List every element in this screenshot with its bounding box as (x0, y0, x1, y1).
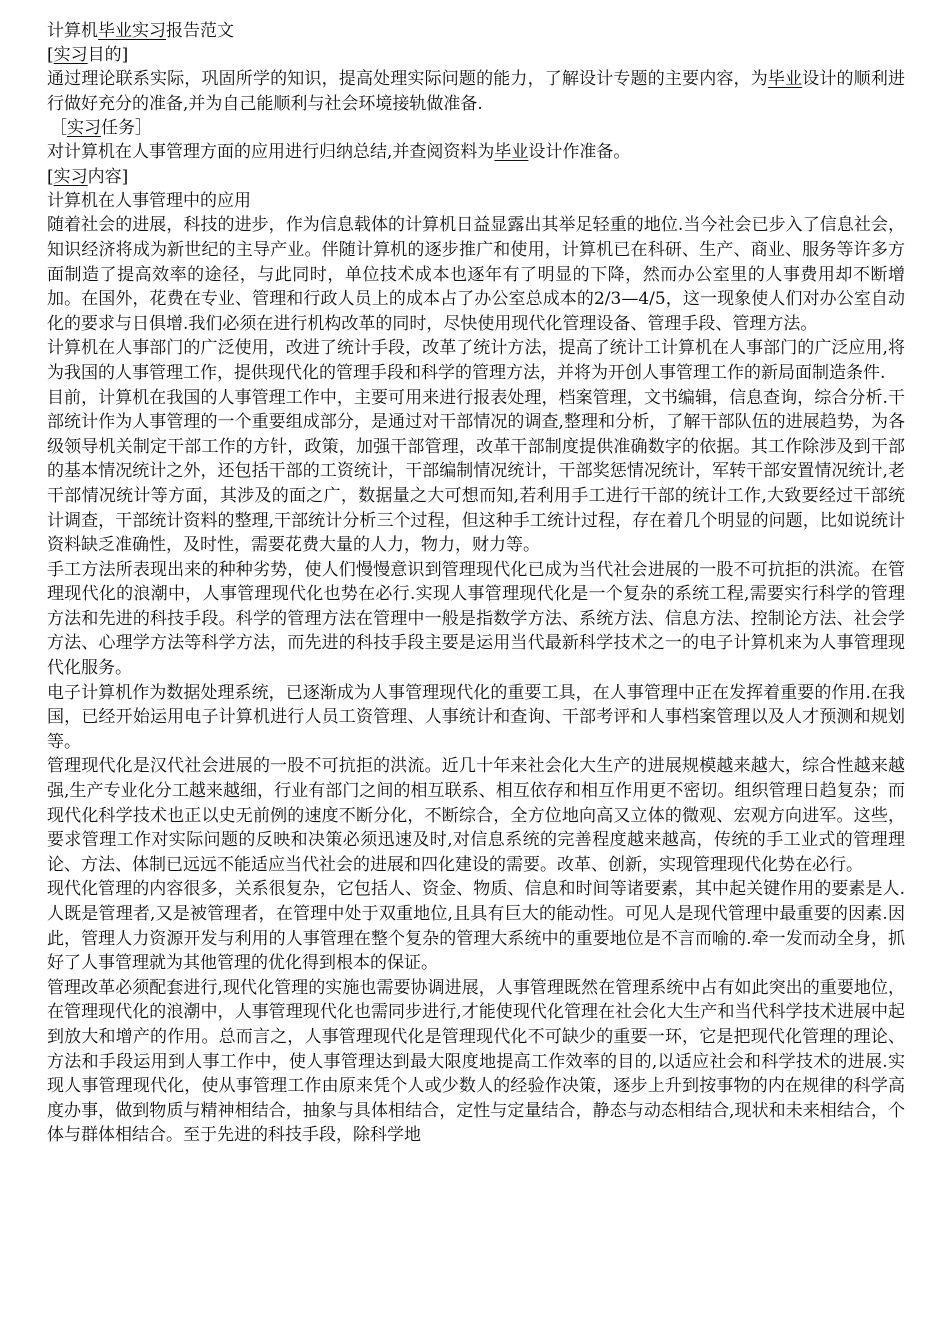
bracket-open: [ (47, 45, 54, 65)
paragraph-text: 设计的顺利进行做好充分的准备,并为自己能顺利与社会环境接轨做准备. (47, 69, 906, 114)
paragraph-3: 目前，计算机在我国的人事管理工作中，主要可用来进行报表处理，档案管理，文书编辑，信息查询，综合分析.干部统计作为人事管理的一个重要组成部分，是通过对干部情况的调查,整理和分析，了解干部队伍的进展趋势，为各级领导机关制定干部工作的方针，政策，加强干部管理，改革干部制度提供准确数字的依据。其工作除涉及到干部的基本情况统计之外，还包括干部的工资统计，干部编制情况统计，干部奖惩情况统计，军转干部安置情况统计,老干部情况统计等方面，其涉及的面之广，数据量之大可想而知,若利用手工进行干部的统计工作,大致要经过干部统计调查，干部统计资料的整理,干部统计分析三个过程，但这种手工统计过程，存在着几个明显的问题，比如说统计资料缺乏准确性，及时性，需要花费大量的人力，物力，财力等。 (47, 387, 905, 556)
paragraph-task (47, 140, 905, 165)
bracket-open: ［ (50, 118, 67, 139)
heading-rest: 任务］ (101, 118, 152, 139)
link-graduation[interactable]: 毕业 (494, 142, 529, 163)
title-link-graduation-internship[interactable]: 毕业实习 (98, 21, 166, 41)
paragraph-7: 现代化管理的内容很多，关系很复杂，它包括人、资金、物质、信息和时间等诸要素，其中起关键作用的要素是人.人既是管理者,又是被管理者，在管理中处于双重地位,且具有巨大的能动性。可见人是现代管理中最重要的因素.因此，管理人力资源开发与利用的人事管理在整个复杂的管理大系统中的重要地位是不言而喻的.牵一发而动全身，抓好了人事管理就为其他管理的优化得到根本的保证。 (47, 879, 905, 974)
heading-link-internship[interactable]: 实习 (53, 45, 88, 65)
document-page (47, 20, 905, 1148)
paragraph-text: 通过理论联系实际，巩固所学的知识，提高处理实际问题的能力，了解设计专题的主要内容，为 (47, 69, 768, 89)
heading-link-internship[interactable]: 实习 (53, 166, 88, 187)
heading-rest: 内容] (87, 166, 129, 187)
paragraph-1: 随着社会的进展，科技的进步，作为信息载体的计算机日益显露出其举足轻重的地位.当今社会已步入了信息社会，知识经济将成为新世纪的主导产业。伴随计算机的逐步推广和使用，计算机已在科研、生产、商业、服务等许多方面制造了提高效率的途径，与此同时，单位技术成本也逐年有了明显的下降，然而办公室里的人事费用却不断增加。在国外，花费在专业、管理和行政人员上的成本占了办公室总成本的2/3—4/5，这一现象使人们对办公室自动化的要求与日俱增.我们必须在进行机构改革的同时，尽快使用现代化管理设备、管理手段、管理方法。 (47, 215, 905, 334)
paragraph-text: 对计算机在人事管理方面的应用进行归纳总结,并查阅资料为 (47, 142, 495, 163)
heading-link-internship[interactable]: 实习 (67, 118, 101, 139)
paragraph-purpose (47, 67, 905, 116)
section-heading-content (47, 165, 905, 189)
paragraph-5: 电子计算机作为数据处理系统，已逐渐成为人事管理现代化的重要工具，在人事管理中正在发挥着重要的作用.在我国，已经开始运用电子计算机进行人员工资管理、人事统计和查询、干部考评和人事档案管理以及人才预测和规划等。 (47, 682, 905, 752)
title-suffix: 报告范文 (166, 21, 234, 41)
section-heading-task (47, 116, 905, 140)
content-subheading: 计算机在人事管理中的应用 (47, 190, 251, 211)
section-heading-purpose (47, 43, 905, 67)
paragraph-4: 手工方法所表现出来的种种劣势，使人们慢慢意识到管理现代化已成为当代社会进展的一股不可抗拒的洪流。在管理现代化的浪潮中，人事管理现代化也势在必行.实现人事管理现代化是一个复杂的系统工程,需要实行科学的管理方法和先进的科技手段。科学的管理方法在管理中一般是指数学方法、系统方法、信息方法、控制论方法、社会学方法、心理学方法等科学方法，而先进的科技手段主要是运用当代最新科学技术之一的电子计算机来为人事管理现代化服务。 (47, 559, 905, 679)
bracket-open: [ (47, 166, 54, 187)
title-prefix: 计算机 (47, 21, 98, 41)
paragraph-2: 计算机在人事部门的广泛使用，改进了统计手段，改革了统计方法，提高了统计工计算机在人事部门的广泛应用,将为我国的人事管理工作，提供现代化的管理手段和科学的管理方法，并将为开创人事管理工作的新局面制造条件. (47, 338, 905, 383)
paragraph-6: 管理现代化是汉代社会进展的一股不可抗拒的洪流。近几十年来社会化大生产的进展规模越来越大，综合性越来越强,生产专业化分工越来越细，行业有部门之间的相互联系、相互依存和相互作用更不密切。组织管理日趋复杂；而现代化科学技术也正以史无前例的速度不断分化，不断综合，全方位地向高又立体的微观、宏观方向进军。这些，要求管理工作对实际问题的反映和决策必须迅速及时,对信息系统的完善程度越来越高，传统的手工业式的管理理论、方法、体制已远远不能适应当代社会的进展和四化建设的需要。改革、创新，实现管理现代化势在必行。 (47, 756, 905, 875)
heading-rest: 目的] (87, 45, 129, 65)
paragraph-8: 管理改革必须配套进行,现代化管理的实施也需要协调进展，人事管理既然在管理系统中占有如此突出的重要地位，在管理现代化的浪潮中，人事管理现代化也需同步进行,才能使现代化管理在社会化大生产和当代科学技术进展中起到放大和增产的作用。总而言之，人事管理现代化是管理现代化不可缺少的重要一环，它是把现代化管理的理论、方法和手段运用到人事工作中，使人事管理达到最大限度地提高工作效率的目的,以适应社会和科学技术的进展.实现人事管理现代化，使从事管理工作由原来凭个人或少数人的经验作决策，逐步上升到按事物的内在规律的科学高度办事，做到物质与精神相结合，抽象与具体相结合，定性与定量结合，静态与动态相结合,现状和未来相结合，个体与群体相结合。至于先进的科技手段，除科学地 (47, 977, 905, 1146)
link-graduation[interactable]: 毕业 (767, 69, 803, 89)
paragraph-text: 设计作准备。 (528, 142, 631, 163)
document-title (47, 20, 905, 42)
